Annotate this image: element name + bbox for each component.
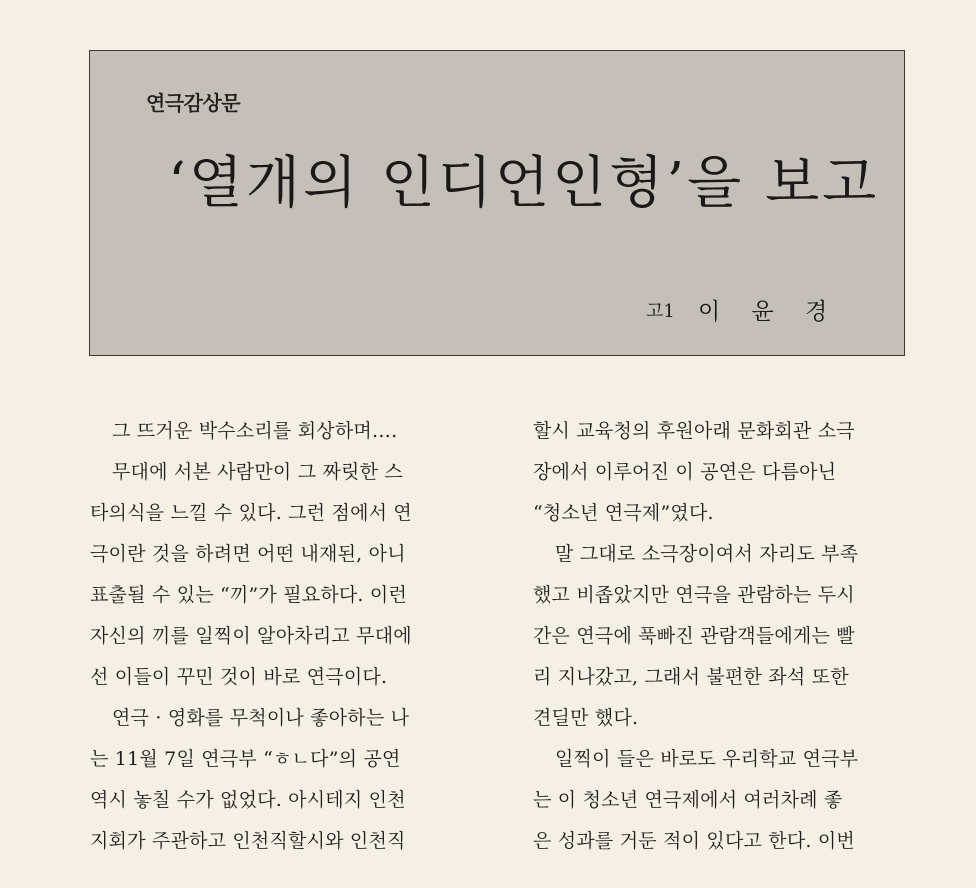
left-column — [90, 411, 466, 862]
text-line: 했고 비좁았지만 연극을 관람하는 두시 — [533, 584, 855, 606]
text-line: 지회가 주관하고 인천직할시와 인천직 — [90, 830, 406, 852]
text-line: 무대에 서본 사람만이 그 짜릿한 스 — [112, 461, 403, 483]
text-line: 자신의 끼를 일찍이 알아차리고 무대에 — [90, 625, 412, 647]
author-name: 이 윤 경 — [697, 299, 840, 325]
text-line: 극이란 것을 하려면 어떤 내재된, 아니 — [90, 543, 406, 565]
text-line: 견딜만 했다. — [533, 707, 639, 729]
title-box — [89, 50, 905, 356]
text-line: 타의식을 느낄 수 있다. 그런 점에서 연 — [90, 502, 412, 524]
text-line: 표출될 수 있는 “끼”가 필요하다. 이런 — [90, 584, 408, 606]
text-line: 은 성과를 거둔 적이 있다고 한다. 이번 — [533, 830, 855, 852]
right-column — [533, 411, 909, 862]
text-line: “청소년 연극제”였다. — [533, 502, 714, 524]
text-line: 할시 교육청의 후원아래 문화회관 소극 — [533, 420, 855, 442]
text-line: 일찍이 들은 바로도 우리학교 연극부 — [555, 748, 859, 770]
text-line: 말 그대로 소극장이여서 자리도 부족 — [555, 543, 859, 565]
byline — [646, 293, 839, 326]
article-title: ‘열개의 인디언인형’을 보고 — [168, 151, 880, 216]
text-line: 는 이 청소년 연극제에서 여러차례 좋 — [533, 789, 843, 811]
category-label: 연극감상문 — [146, 91, 241, 115]
text-line: 장에서 이루어진 이 공연은 다름아닌 — [533, 461, 837, 483]
text-line: 리 지나갔고, 그래서 불편한 좌석 또한 — [533, 666, 849, 688]
author-grade: 고1 — [646, 300, 675, 322]
text-line: 선 이들이 꾸민 것이 바로 연극이다. — [90, 666, 388, 688]
text-line: 간은 연극에 푹빠진 관람객들에게는 빨 — [533, 625, 855, 647]
text-line: 연극 · 영화를 무척이나 좋아하는 나 — [112, 707, 410, 729]
text-line: 역시 놓칠 수가 없었다. 아시테지 인천 — [90, 789, 406, 811]
text-line: 는 11월 7일 연극부 “ㅎㄴ다”의 공연 — [90, 748, 401, 770]
text-line: 그 뜨거운 박수소리를 회상하며…. — [112, 420, 398, 442]
